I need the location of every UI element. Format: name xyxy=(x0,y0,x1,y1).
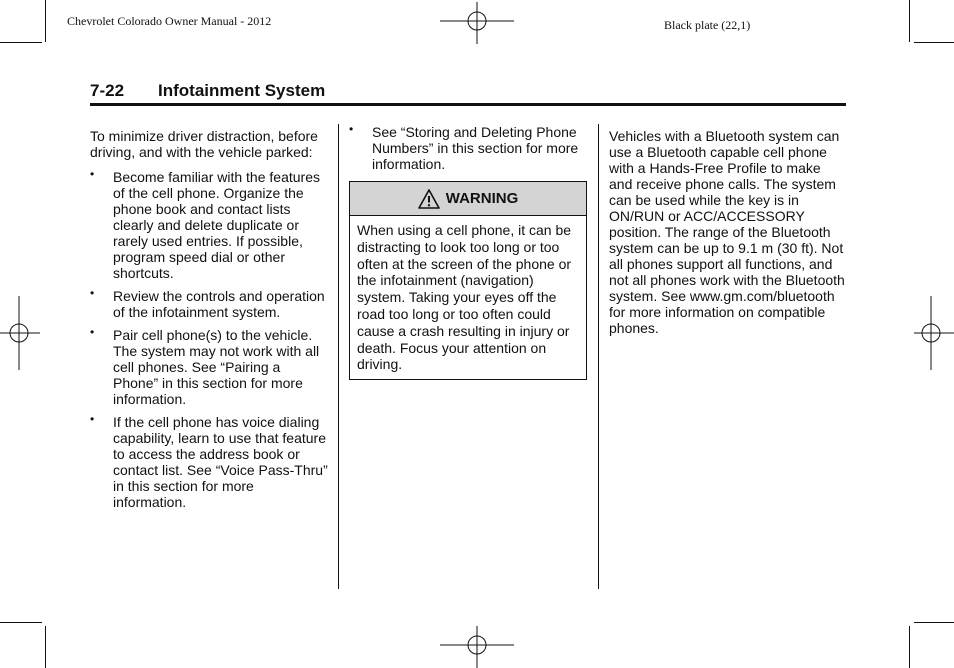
column-3 xyxy=(609,128,846,336)
list-item: • See “Storing and Deleting Phone Numbers” in this section for more information. xyxy=(349,122,579,172)
registration-mark-bottom xyxy=(440,626,514,668)
bullet-icon: • xyxy=(90,325,95,339)
registration-mark-right xyxy=(914,296,954,370)
page-number: 7-22 xyxy=(90,81,125,100)
column-divider xyxy=(598,124,599,589)
crop-mark xyxy=(0,42,42,43)
column-divider xyxy=(338,124,339,589)
bullet-icon: • xyxy=(90,167,95,181)
list-item: • If the cell phone has voice dialing capability, learn to use that feature to access the address book or contact list. See “Voice Pass-Thru” in this section for more information. xyxy=(90,412,328,510)
crop-mark xyxy=(45,626,46,668)
warning-icon xyxy=(418,189,440,209)
registration-mark-left xyxy=(0,296,40,370)
plate-label: Black plate (22,1) xyxy=(664,18,751,32)
bluetooth-paragraph: Vehicles with a Bluetooth system can use a Bluetooth capable cell phone with a Hands-Free Profile to make and receive phone calls. The system can be used while the key is in ON/RUN or ACC/ACCESSORY position. The range of the Bluetooth system can be up to 9.1 m (30 ft). Not all phones support all functions, and not all phones work with the Bluetooth system. See www.gm.com/bluetooth for more information on compatible phones. xyxy=(609,128,845,336)
crop-mark xyxy=(914,42,954,43)
warning-header xyxy=(350,182,586,216)
list-item: • Pair cell phone(s) to the vehicle. The system may not work with all cell phones. See “Pairing a Phone” in this section for more information. xyxy=(90,325,320,407)
intro-paragraph: To minimize driver distraction, before driving, and with the vehicle parked: xyxy=(90,128,318,160)
warning-text: When using a cell phone, it can be distracting to look too long or too often at the screen of the phone or the infotainment (navigation) system. Taking your eyes off the road too long or too often could cause a crash resulting in injury or death. Focus your attention on driving. xyxy=(357,222,572,373)
column-2 xyxy=(349,124,587,172)
section-title: Infotainment System xyxy=(158,81,326,100)
crop-mark xyxy=(909,0,910,42)
column-1 xyxy=(90,128,328,510)
section-header xyxy=(90,80,846,106)
registration-mark-top xyxy=(440,2,514,44)
manual-title: Chevrolet Colorado Owner Manual - 2012 xyxy=(67,14,272,28)
crop-mark xyxy=(914,622,954,623)
list-item: • Become familiar with the features of the cell phone. Organize the phone book and contact lists clearly and delete duplicate or rarely used entries. If possible, program speed dial or other shortcuts. xyxy=(90,167,320,281)
crop-mark xyxy=(909,626,910,668)
bullet-icon: • xyxy=(90,412,95,426)
crop-mark xyxy=(0,622,42,623)
bullet-icon: • xyxy=(349,122,354,136)
bullet-icon: • xyxy=(90,286,95,300)
crop-mark xyxy=(45,0,46,42)
warning-box xyxy=(349,181,587,380)
list-item: • Review the controls and operation of the infotainment system. xyxy=(90,286,325,320)
warning-label: WARNING xyxy=(445,190,519,207)
